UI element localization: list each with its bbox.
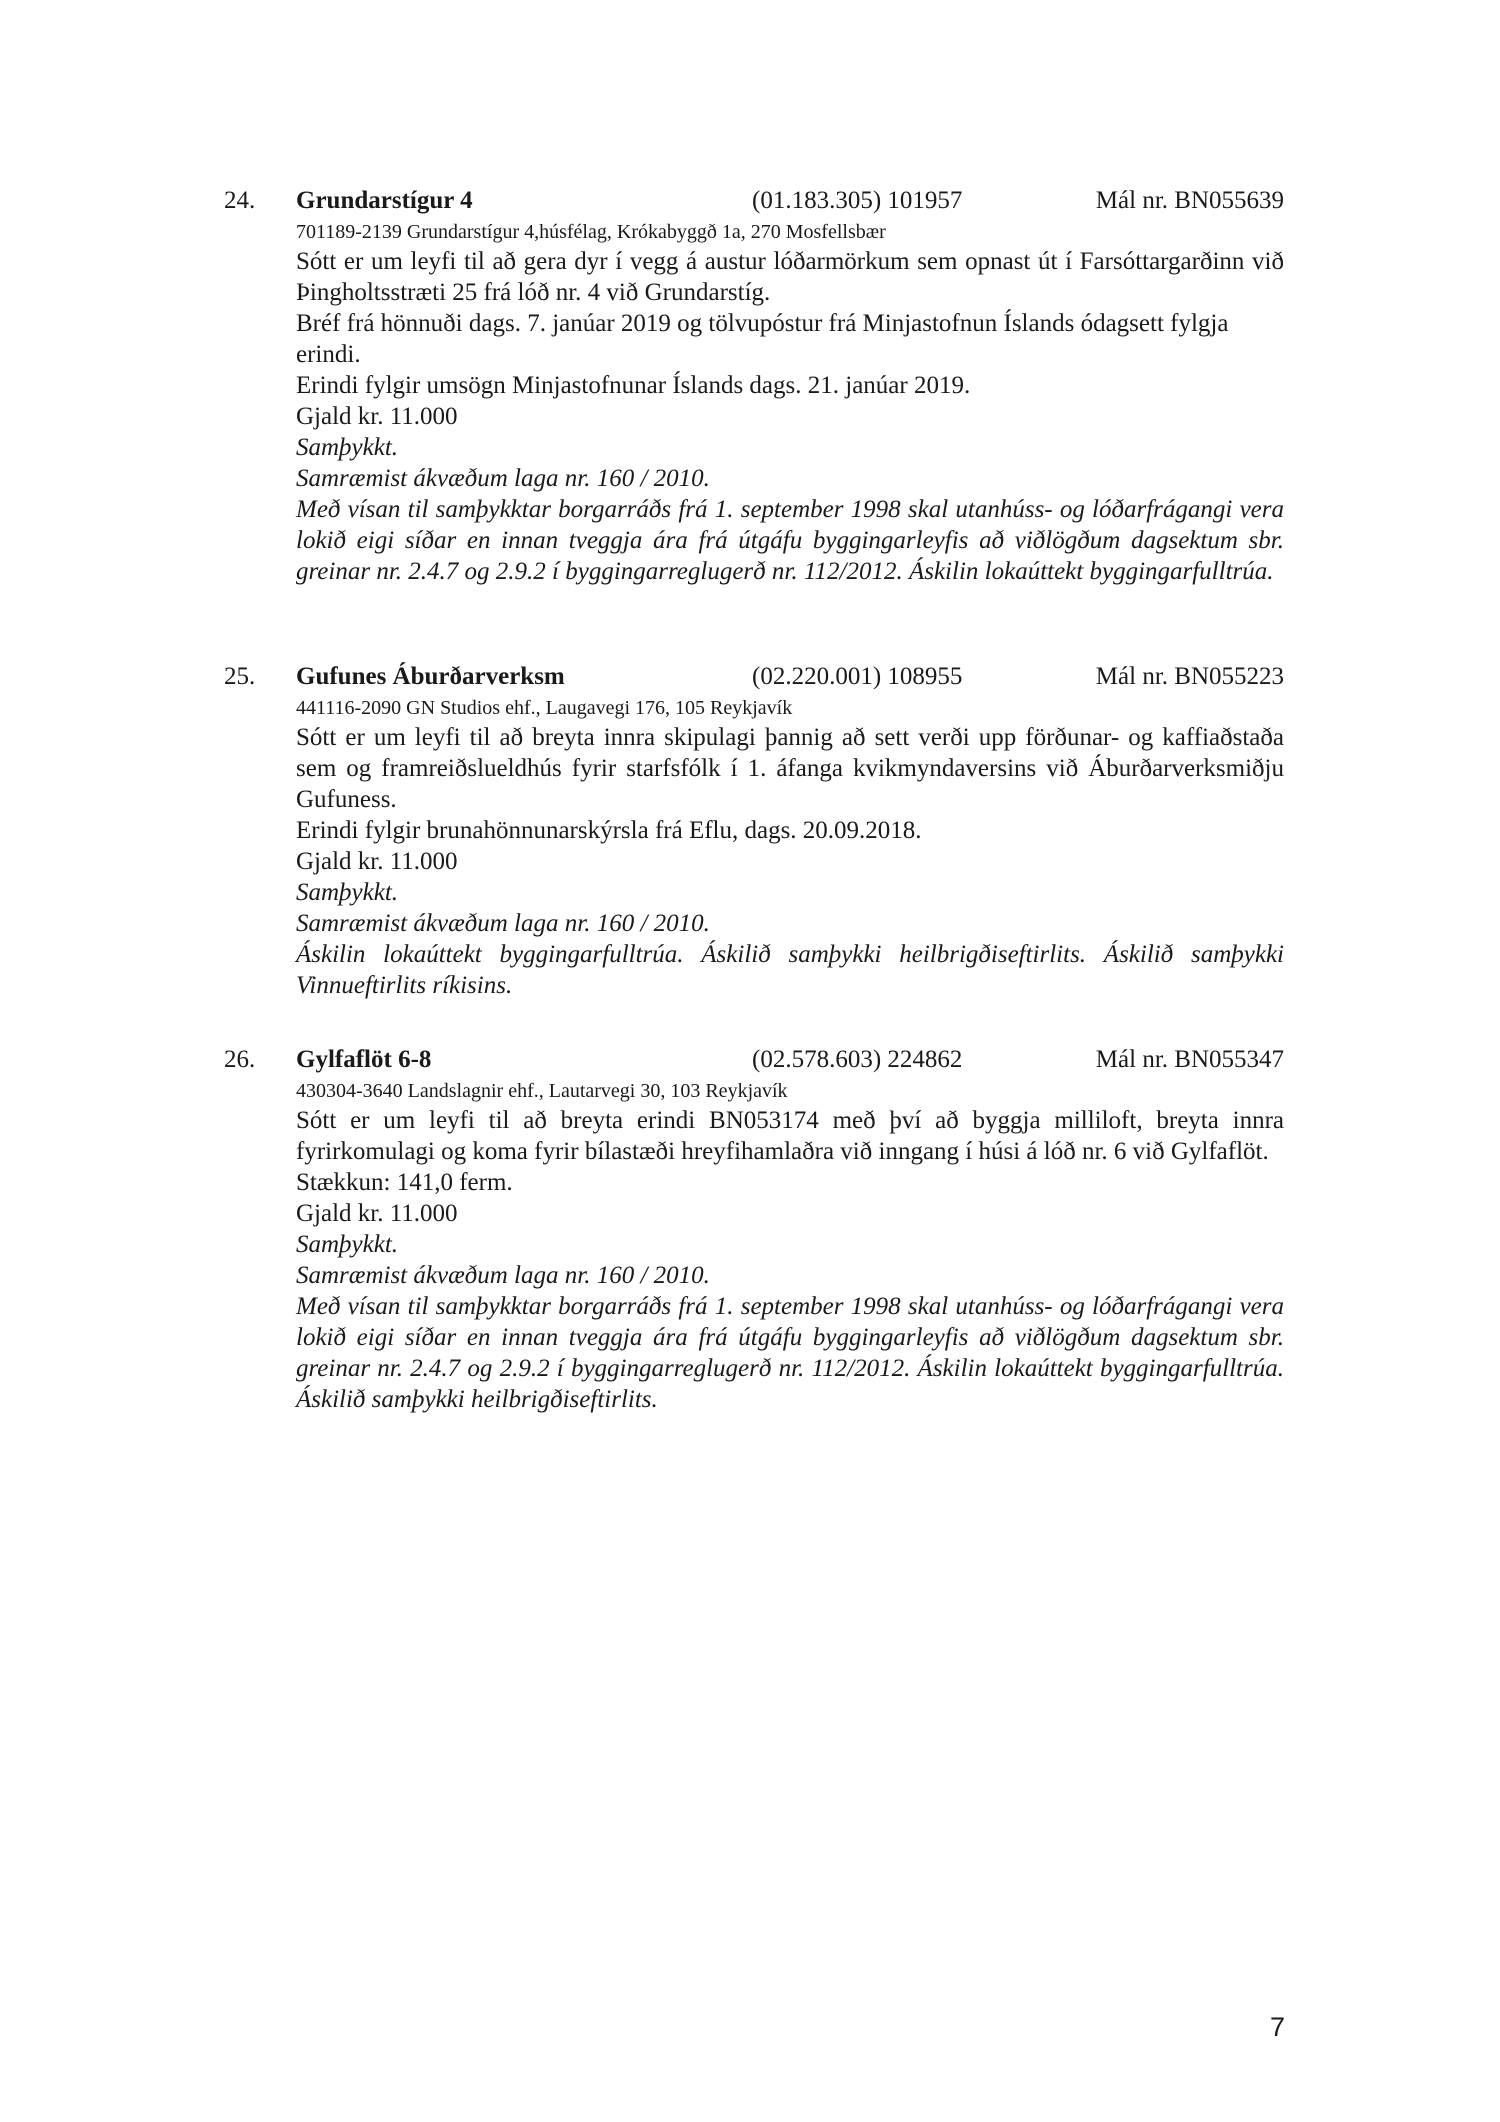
item-body xyxy=(296,1077,1284,1415)
property-name: Grundarstígur 4 xyxy=(296,187,473,214)
attachment-note: Bréf frá hönnuði dags. 7. janúar 2019 og tölvupóstur frá Minjastofnun Íslands ódagsett fylgja erindi. xyxy=(296,310,1229,368)
property-code: (02.220.001) 108955 xyxy=(752,663,963,690)
application-description: Sótt er um leyfi til að breyta innra skipulagi þannig að sett verði upp förðunar- og kaffiaðstaða sem og framreiðslueldhús fyrir starfsfólk í 1. áfanga kvikmyndaversins við Áburðarverksmiðju Gufuness. xyxy=(296,724,1284,813)
item-number: 25. xyxy=(224,663,256,690)
property-name: Gylfaflöt 6-8 xyxy=(296,1046,432,1073)
item-body xyxy=(296,694,1284,1001)
page-number: 7 xyxy=(1269,2012,1285,2042)
law-reference: Samræmist ákvæðum laga nr. 160 / 2010. xyxy=(296,1262,710,1289)
application-description: Sótt er um leyfi til að gera dyr í vegg á austur lóðarmörkum sem opnast út í Farsóttargarðinn við Þingholtsstræti 25 frá lóð nr. 4 við Grundarstíg. xyxy=(296,248,1284,306)
applicant-line: 430304-3640 Landslagnir ehf., Lautarvegi 30, 103 Reykjavík xyxy=(296,1080,788,1102)
conditions-text: Áskilin lokaúttekt byggingarfulltrúa. Áskilið samþykki heilbrigðiseftirlits. Áskilið samþykki Vinnueftirlits ríkisins. xyxy=(296,941,1284,999)
item-header xyxy=(224,660,1284,694)
fee-line: Gjald kr. 11.000 xyxy=(296,848,458,875)
property-code: (01.183.305) 101957 xyxy=(752,187,963,214)
attachment-note: Erindi fylgir brunahönnunarskýrsla frá Eflu, dags. 20.09.2018. xyxy=(296,817,922,844)
applicant-line: 441116-2090 GN Studios ehf., Laugavegi 176, 105 Reykjavík xyxy=(296,697,793,719)
attachment-note: Erindi fylgir umsögn Minjastofnunar Íslands dags. 21. janúar 2019. xyxy=(296,372,971,399)
case-number: Mál nr. BN055223 xyxy=(1095,663,1284,690)
item-number: 24. xyxy=(224,187,256,214)
agenda-item-24 xyxy=(224,184,1284,587)
decision-line: Samþykkt. xyxy=(296,1231,399,1258)
applicant-line: 701189-2139 Grundarstígur 4,húsfélag, Krókabyggð 1a, 270 Mosfellsbær xyxy=(296,221,886,243)
case-number: Mál nr. BN055639 xyxy=(1095,187,1284,214)
law-reference: Samræmist ákvæðum laga nr. 160 / 2010. xyxy=(296,910,710,937)
item-header xyxy=(224,184,1284,218)
decision-line: Samþykkt. xyxy=(296,879,399,906)
property-code: (02.578.603) 224862 xyxy=(752,1046,963,1073)
case-number: Mál nr. BN055347 xyxy=(1095,1046,1284,1073)
property-name: Gufunes Áburðarverksm xyxy=(296,663,565,690)
law-reference: Samræmist ákvæðum laga nr. 160 / 2010. xyxy=(296,465,710,492)
fee-line: Gjald kr. 11.000 xyxy=(296,1200,458,1227)
application-description: Sótt er um leyfi til að breyta erindi BN053174 með því að byggja milliloft, breyta innra fyrirkomulagi og koma fyrir bílastæði hreyfihamlaðra við inngang í húsi á lóð nr. 6 við Gylfaflöt. xyxy=(296,1107,1284,1165)
item-number: 26. xyxy=(224,1046,256,1073)
item-body xyxy=(296,218,1284,587)
fee-line: Gjald kr. 11.000 xyxy=(296,403,458,430)
agenda-item-25 xyxy=(224,660,1284,1001)
decision-line: Samþykkt. xyxy=(296,434,399,461)
item-header xyxy=(224,1043,1284,1077)
conditions-text: Með vísan til samþykktar borgarráðs frá 1. september 1998 skal utanhúss- og lóðarfrágangi vera lokið eigi síðar en innan tveggja ára frá útgáfu byggingarleyfis að viðlögðum dagsektum sbr. greinar nr. 2.4.7 og 2.9.2 í byggingarreglugerð nr. 112/2012. Áskilin lokaúttekt byggingarfulltrúa. Áskilið samþykki heilbrigðiseftirlits. xyxy=(296,1293,1284,1413)
enlargement-note: Stækkun: 141,0 ferm. xyxy=(296,1169,513,1196)
agenda-item-26 xyxy=(224,1043,1284,1415)
conditions-text: Með vísan til samþykktar borgarráðs frá 1. september 1998 skal utanhúss- og lóðarfrágangi vera lokið eigi síðar en innan tveggja ára frá útgáfu byggingarleyfis að viðlögðum dagsektum sbr. greinar nr. 2.4.7 og 2.9.2 í byggingarreglugerð nr. 112/2012. Áskilin lokaúttekt byggingarfulltrúa. xyxy=(296,496,1284,585)
